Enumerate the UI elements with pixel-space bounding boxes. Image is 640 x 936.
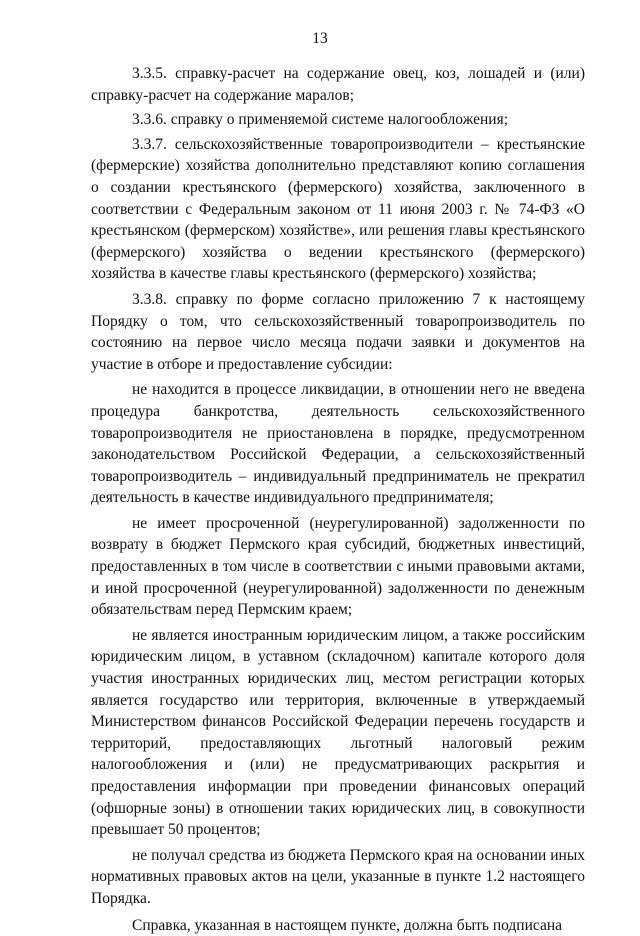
paragraph-signature: Справка, указанная в настоящем пункте, должна быть подписана: [132, 916, 563, 934]
paragraph-3-3-7: 3.3.7. сельскохозяйственные товаропроизводители – крестьянские (фермерские) хозяйства дополнительно представляют копию соглашения о создании крестьянского (фермерского) хозяйства, заключенного в соответствии с Федеральным законом от 11 июня 2003 г. № 74-ФЗ «О крестьянском (фермерском) хозяйстве», или решения главы крестьянского (фермерского) хозяйства о ведении крестьянского (фермерского) хозяйства в качестве главы крестьянского (фермерского) хозяйства;: [91, 135, 585, 283]
document-body: [91, 63, 585, 936]
paragraph-3-3-5: 3.3.5. справку-расчет на содержание овец, коз, лошадей и (или) справку-расчет на содержание маралов;: [91, 65, 585, 104]
page-number: 13: [312, 30, 328, 47]
paragraph-3-3-8: 3.3.8. справку по форме согласно приложению 7 к настоящему Порядку о том, что сельскохозяйственный товаропроизводитель по состоянию на первое число месяца подачи заявки и документов на участие в отборе и предоставление субсидии:: [91, 290, 585, 373]
paragraph-3-3-6: 3.3.6. справку о применяемой системе налогообложения;: [132, 111, 509, 129]
paragraph-debt: не имеет просроченной (неурегулированной) задолженности по возврату в бюджет Пермского края субсидий, бюджетных инвестиций, предоставленных в том числе в соответствии с иными правовыми актами, и иной просроченной (неурегулированной) задолженности по денежным обязательствам перед Пермским краем;: [91, 514, 585, 619]
paragraph-foreign-entity: не является иностранным юридическим лицом, а также российским юридическим лицом, в уставном (складочном) капитале которого доля участия иностранных юридических лиц, местом регистрации которых является государство или территория, включенные в утверждаемый Министерством финансов Российской Федерации перечень государств и территорий, предоставляющих льготный налоговый режим налогообложения и (или) не предусматривающих раскрытия и предоставления информации при проведении финансовых операций (офшорные зоны) в отношении таких юридических лиц, в совокупности превышает 50 процентов;: [91, 626, 585, 839]
paragraph-budget-funds: не получал средства из бюджета Пермского края на основании иных нормативных правовых актов на цели, указанные в пункте 1.2 настоящего Порядка.: [91, 846, 585, 907]
paragraph-liquidation: не находится в процессе ликвидации, в отношении него не введена процедура банкротства, деятельность сельскохозяйственного товаропроизводителя не приостановлена в порядке, предусмотренном законодательством Российской Федерации, а сельскохозяйственный товаропроизводитель – индивидуальный предприниматель не прекратил деятельность в качестве индивидуального предпринимателя;: [91, 381, 585, 507]
